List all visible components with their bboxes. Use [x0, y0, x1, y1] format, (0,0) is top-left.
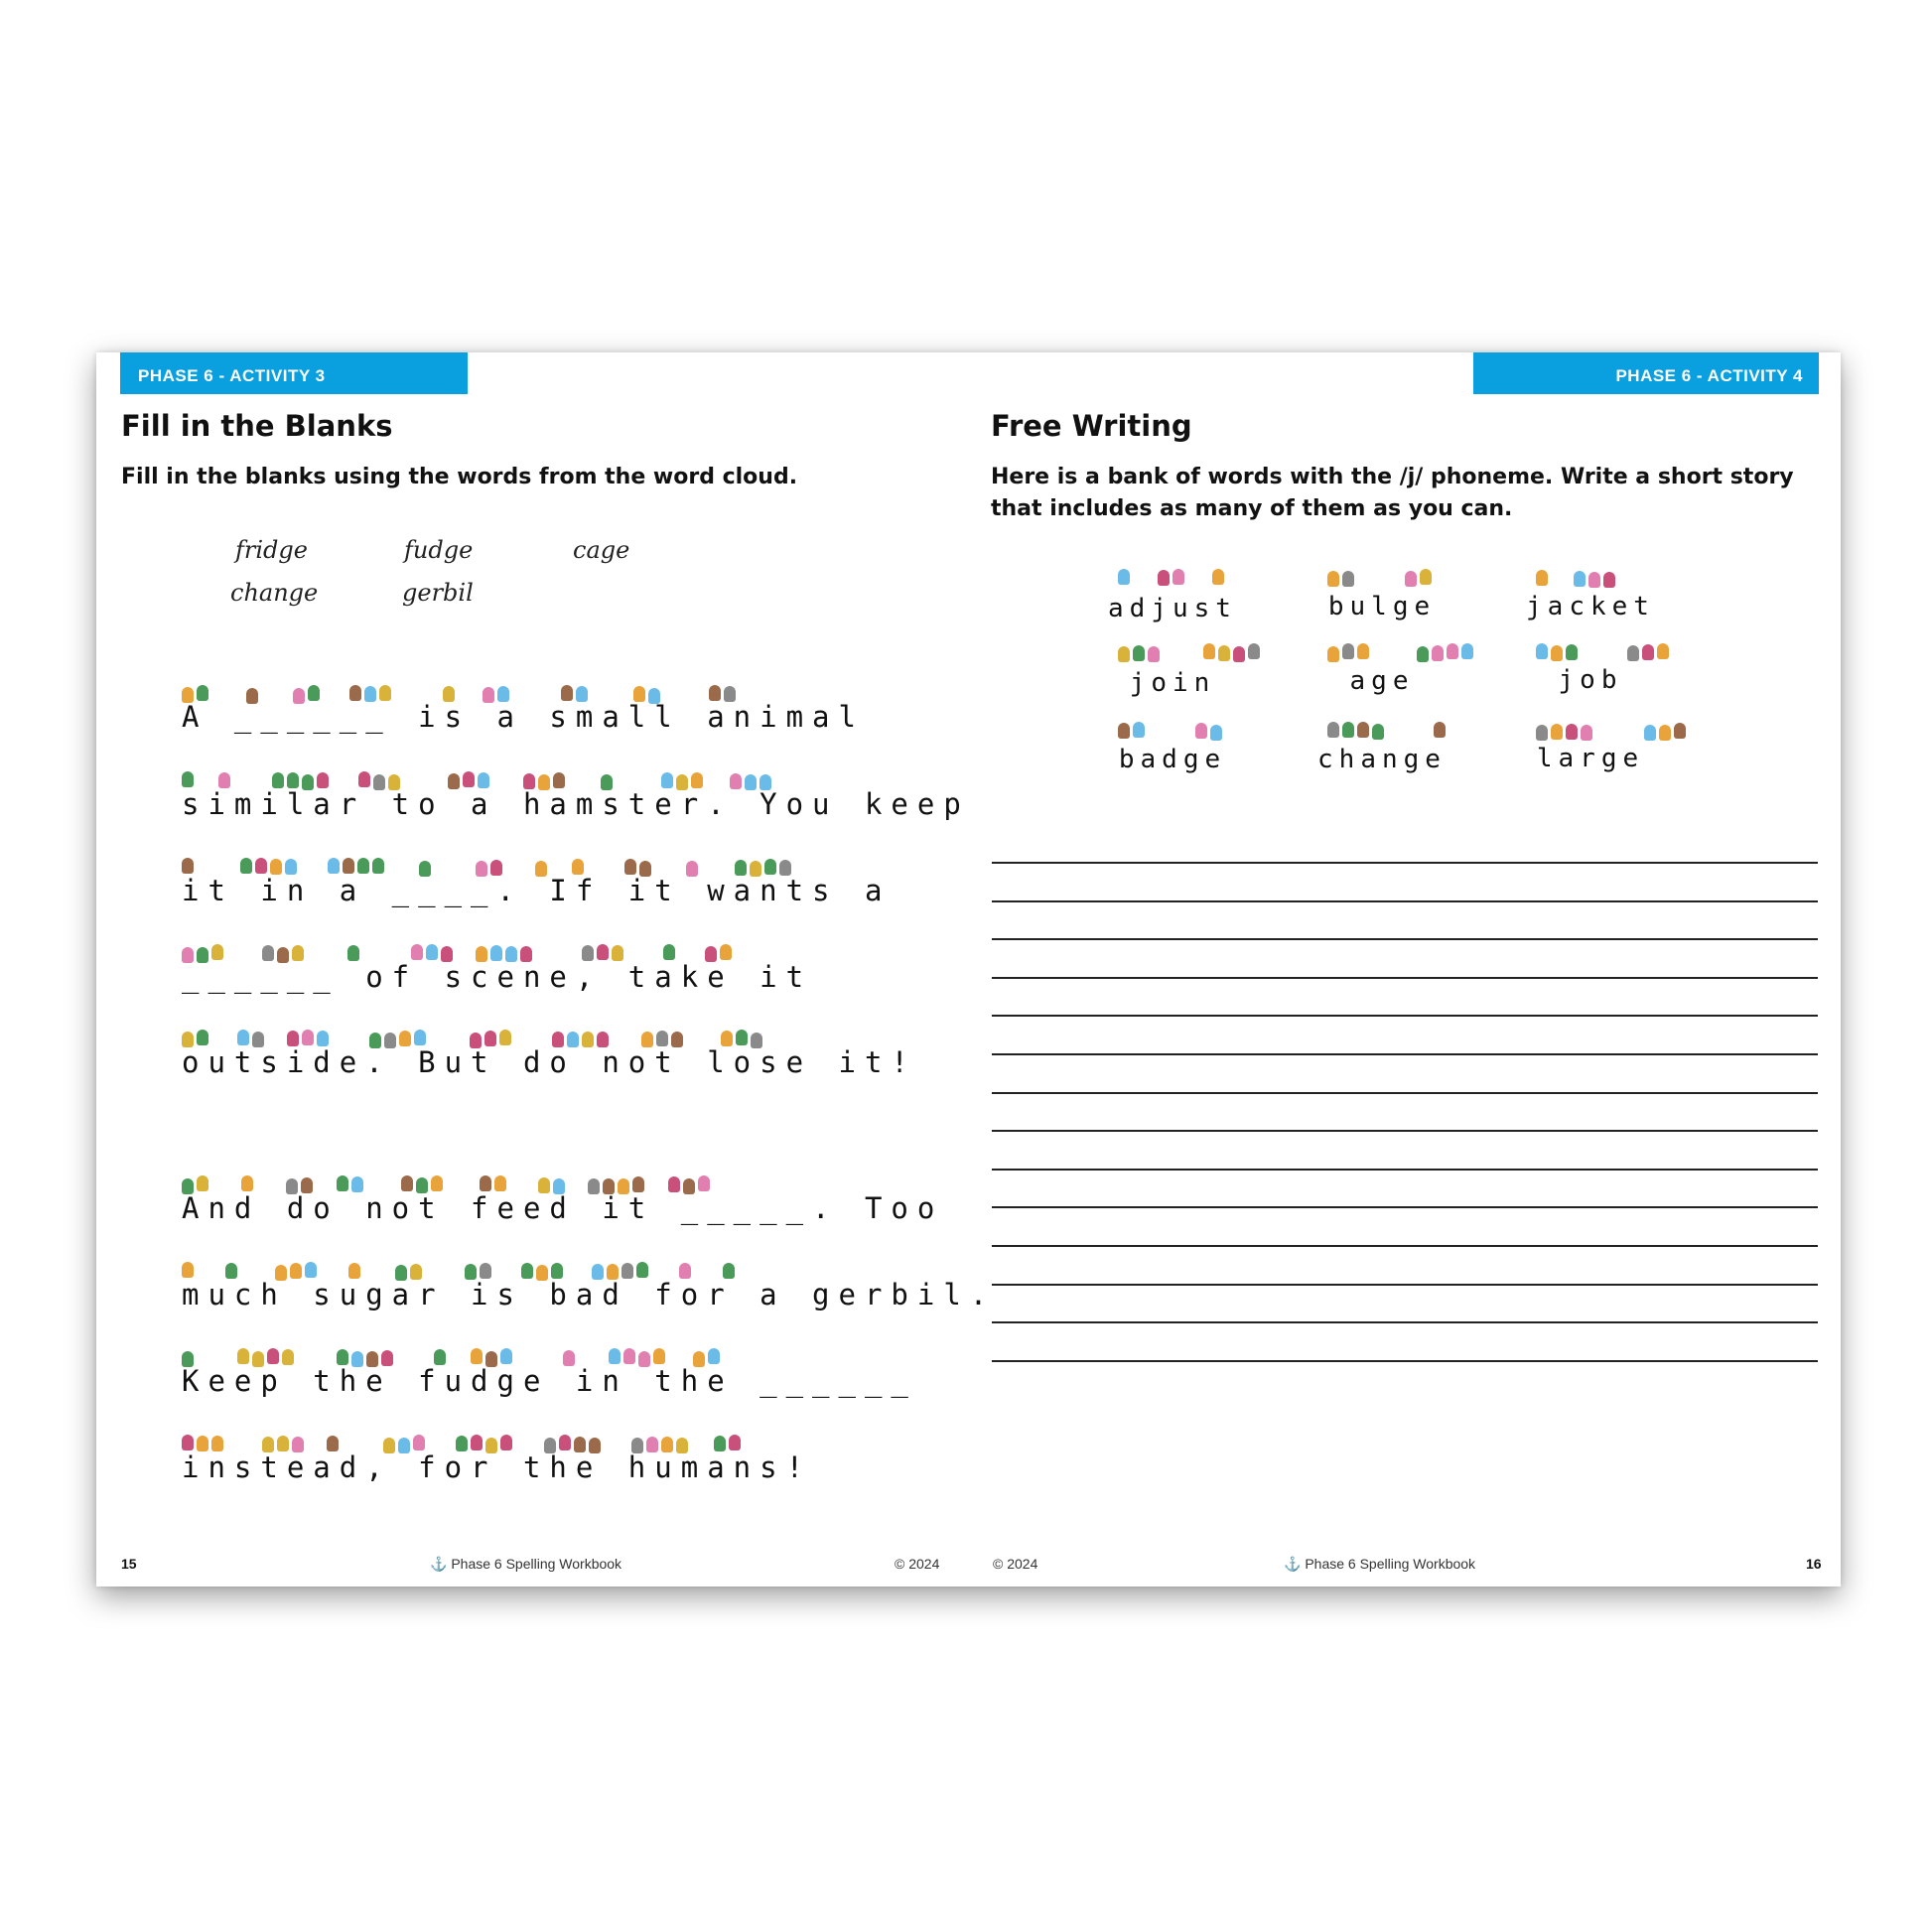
phoneme-symbol-icon	[317, 772, 329, 788]
phoneme-symbol-icon	[632, 1176, 644, 1192]
phoneme-symbol-icon	[1657, 643, 1669, 659]
phoneme-symbol-icon	[582, 945, 594, 961]
phoneme-symbol-icon	[337, 1175, 348, 1191]
phoneme-symbol-icon	[624, 859, 636, 875]
phoneme-symbol-icon	[317, 1031, 329, 1046]
phoneme-symbol-icon	[1118, 569, 1130, 585]
phoneme-symbol-icon	[401, 1175, 413, 1191]
phoneme-symbol-icon	[241, 1175, 253, 1191]
phoneme-symbol-icon	[182, 771, 194, 787]
phoneme-symbol-icon	[1417, 646, 1429, 662]
phoneme-symbol-icon	[411, 944, 423, 960]
writing-line[interactable]	[992, 1092, 1818, 1094]
activity-banner: PHASE 6 - ACTIVITY 3	[120, 352, 468, 394]
workbook-spread	[96, 352, 1841, 1587]
phoneme-symbol-icon	[1566, 644, 1578, 660]
page-number: 16	[1806, 1556, 1822, 1572]
phoneme-symbol-icon	[305, 1262, 317, 1278]
phoneme-symbol-icon	[1536, 643, 1548, 659]
phoneme-symbols	[1083, 643, 1262, 663]
cloud-word: fridge	[235, 536, 308, 564]
phoneme-symbol-icon	[1118, 723, 1130, 739]
phoneme-symbol-icon	[698, 1175, 710, 1191]
writing-line[interactable]	[992, 1321, 1818, 1323]
phoneme-symbol-icon	[290, 1263, 302, 1279]
phoneme-symbol-icon	[287, 1031, 299, 1046]
phoneme-symbol-icon	[1357, 643, 1369, 659]
phoneme-symbol-icon	[1118, 646, 1130, 662]
phoneme-symbol-icon	[1574, 571, 1586, 587]
story-line: instead, for the humans!	[182, 1450, 813, 1484]
phoneme-symbol-icon	[1566, 724, 1578, 740]
bank-word: bulge	[1327, 592, 1437, 621]
footer-workbook	[430, 1556, 621, 1573]
phoneme-symbols	[1083, 569, 1262, 589]
activity-banner: PHASE 6 - ACTIVITY 4	[1473, 352, 1819, 394]
phoneme-symbol-icon	[343, 858, 354, 874]
phoneme-symbol-icon	[337, 1349, 348, 1365]
cloud-word: cage	[573, 536, 630, 564]
phoneme-symbol-icon	[1603, 572, 1615, 588]
phoneme-symbol-icon	[653, 1348, 665, 1364]
bank-word: badge	[1118, 745, 1227, 774]
phoneme-symbol-icon	[709, 685, 721, 701]
phoneme-symbols	[1293, 569, 1471, 589]
phoneme-symbol-icon	[1327, 571, 1339, 587]
phoneme-symbol-icon	[1158, 570, 1170, 586]
cloud-word: change	[230, 579, 319, 607]
phoneme-symbol-icon	[358, 771, 370, 787]
phoneme-symbol-icon	[237, 1348, 249, 1364]
phoneme-symbol-icon	[272, 772, 284, 788]
phoneme-symbol-icon	[349, 685, 361, 701]
phoneme-symbol-icon	[764, 859, 776, 875]
writing-line[interactable]	[992, 862, 1818, 864]
phoneme-symbols	[1293, 722, 1471, 742]
phoneme-symbol-icon	[1218, 645, 1230, 661]
bank-word: large	[1536, 744, 1645, 773]
phoneme-symbol-icon	[729, 1435, 741, 1450]
phoneme-symbol-icon	[721, 1031, 733, 1046]
story-line: ______ of scene, take it	[182, 960, 813, 994]
phoneme-symbol-icon	[414, 1030, 426, 1045]
writing-line[interactable]	[992, 1245, 1818, 1247]
phoneme-symbol-icon	[211, 944, 223, 960]
phoneme-symbol-icon	[1420, 569, 1432, 585]
phoneme-symbols	[1501, 643, 1680, 663]
phoneme-symbol-icon	[292, 945, 304, 961]
phoneme-symbol-icon	[1551, 724, 1563, 740]
phoneme-symbol-icon	[1133, 722, 1145, 738]
phoneme-symbol-icon	[270, 859, 282, 875]
story-line: it in a ____. If it wants a	[182, 874, 892, 907]
phoneme-symbol-icon	[480, 1175, 491, 1191]
instruction-text: Fill in the blanks using the words from the word cloud.	[121, 465, 798, 489]
story-line: Keep the fudge in the ______	[182, 1364, 917, 1398]
phoneme-symbol-icon	[1195, 723, 1207, 739]
phoneme-symbol-icon	[621, 1263, 633, 1279]
phoneme-symbol-icon	[551, 1263, 563, 1279]
phoneme-symbol-icon	[499, 1030, 511, 1045]
phoneme-symbol-icon	[327, 1436, 339, 1451]
phoneme-symbol-icon	[484, 1031, 496, 1046]
writing-line[interactable]	[992, 1206, 1818, 1208]
phoneme-symbol-icon	[225, 1263, 237, 1279]
phoneme-symbol-icon	[1173, 569, 1184, 585]
phoneme-symbol-icon	[277, 1436, 289, 1451]
phoneme-symbol-icon	[1627, 645, 1639, 661]
writing-line[interactable]	[992, 1169, 1818, 1171]
writing-line[interactable]	[992, 1053, 1818, 1055]
phoneme-symbol-icon	[471, 1435, 483, 1450]
phoneme-symbol-icon	[494, 1175, 506, 1191]
phoneme-symbol-icon	[399, 1031, 411, 1046]
phoneme-symbol-icon	[1644, 725, 1656, 741]
story-line: A ______ is a small animal	[182, 700, 865, 734]
phoneme-symbol-icon	[379, 685, 391, 701]
phoneme-symbol-icon	[240, 858, 252, 874]
phoneme-symbol-icon	[237, 1030, 249, 1045]
phoneme-symbol-icon	[663, 944, 675, 960]
phoneme-symbol-icon	[1432, 645, 1444, 661]
phoneme-symbol-icon	[197, 685, 208, 701]
phoneme-symbol-icon	[463, 771, 475, 787]
phoneme-symbol-icon	[1327, 722, 1339, 738]
phoneme-symbol-icon	[1210, 725, 1222, 741]
writing-line[interactable]	[992, 1284, 1818, 1286]
workbook-title: Phase 6 Spelling Workbook	[451, 1556, 622, 1572]
left-page	[96, 352, 997, 1587]
phoneme-symbol-icon	[285, 859, 297, 875]
phoneme-symbol-icon	[561, 685, 573, 701]
phoneme-symbol-icon	[668, 1176, 680, 1192]
workbook-title: Phase 6 Spelling Workbook	[1305, 1556, 1476, 1572]
bank-word: change	[1317, 745, 1447, 774]
phoneme-symbol-icon	[714, 1436, 726, 1451]
phoneme-symbol-icon	[308, 685, 320, 701]
writing-line[interactable]	[992, 938, 1818, 940]
phoneme-symbol-icon	[1233, 646, 1245, 662]
phoneme-symbol-icon	[1203, 643, 1215, 659]
phoneme-symbol-icon	[434, 1349, 446, 1365]
phoneme-symbol-icon	[609, 1348, 621, 1364]
phoneme-symbol-icon	[500, 1348, 512, 1364]
phoneme-symbol-icon	[372, 858, 384, 874]
phoneme-symbol-icon	[456, 1436, 468, 1451]
phoneme-symbol-icon	[197, 1436, 208, 1451]
phoneme-symbol-icon	[1148, 646, 1160, 662]
phoneme-symbol-icon	[612, 945, 623, 961]
phoneme-symbol-icon	[490, 945, 502, 961]
phoneme-symbol-icon	[1342, 643, 1354, 659]
anchor-icon: ⚓	[1284, 1556, 1306, 1572]
phoneme-symbol-icon	[559, 1435, 571, 1450]
page-number: 15	[121, 1556, 137, 1572]
page-title: Free Writing	[991, 409, 1192, 443]
phoneme-symbol-icon	[1342, 722, 1354, 738]
bank-word: job	[1558, 665, 1623, 695]
writing-line[interactable]	[992, 900, 1818, 902]
phoneme-symbol-icon	[1447, 643, 1458, 659]
phoneme-symbol-icon	[1642, 644, 1654, 660]
phoneme-symbol-icon	[197, 1030, 208, 1045]
phoneme-symbol-icon	[1536, 570, 1548, 586]
phoneme-symbol-icon	[1434, 722, 1446, 738]
phoneme-symbol-icon	[553, 772, 565, 788]
phoneme-symbol-icon	[267, 1348, 279, 1364]
phoneme-symbol-icon	[636, 1262, 648, 1278]
phoneme-symbol-icon	[262, 945, 274, 961]
copyright: © 2024	[993, 1556, 1038, 1572]
phoneme-symbol-icon	[426, 944, 438, 960]
bank-word: join	[1129, 668, 1216, 698]
phoneme-symbol-icon	[1659, 725, 1671, 741]
cloud-word: fudge	[404, 536, 474, 564]
footer-workbook	[1284, 1556, 1475, 1573]
anchor-icon: ⚓	[430, 1556, 452, 1572]
phoneme-symbol-icon	[1674, 723, 1686, 739]
phoneme-symbol-icon	[413, 1435, 425, 1450]
phoneme-symbol-icon	[302, 1030, 314, 1045]
story-line: similar to a hamster. You keep	[182, 787, 970, 821]
phoneme-symbol-icon	[431, 1175, 443, 1191]
bank-word: age	[1349, 666, 1415, 696]
phoneme-symbol-icon	[197, 1175, 208, 1191]
story-line: much sugar is bad for a gerbil.	[182, 1278, 997, 1311]
writing-line[interactable]	[992, 977, 1818, 979]
copyright: © 2024	[895, 1556, 940, 1572]
phoneme-symbols	[1501, 569, 1680, 589]
instruction-text: Here is a bank of words with the /j/ phoneme. Write a short story that includes as many of them as you can.	[991, 465, 1794, 521]
phoneme-symbol-icon	[347, 945, 359, 961]
phoneme-symbol-icon	[282, 1349, 294, 1365]
right-page	[968, 352, 1841, 1587]
phoneme-symbol-icon	[351, 1176, 363, 1192]
phoneme-symbol-icon	[736, 1030, 748, 1045]
phoneme-symbol-icon	[478, 772, 489, 788]
phoneme-symbol-icon	[255, 858, 267, 874]
bank-word: adjust	[1108, 594, 1237, 623]
phoneme-symbol-icon	[211, 1436, 223, 1451]
phoneme-symbol-icon	[1372, 724, 1384, 740]
phoneme-symbol-icon	[1588, 572, 1600, 588]
phoneme-symbol-icon	[357, 858, 369, 874]
phoneme-symbol-icon	[679, 1263, 691, 1279]
phoneme-symbol-icon	[572, 859, 584, 875]
phoneme-symbol-icon	[1327, 646, 1339, 662]
phoneme-symbol-icon	[691, 772, 703, 788]
phoneme-symbol-icon	[720, 944, 732, 960]
bank-word: jacket	[1526, 592, 1655, 621]
writing-line[interactable]	[992, 1015, 1818, 1017]
phoneme-symbols	[1501, 722, 1680, 742]
phoneme-symbol-icon	[480, 1263, 491, 1279]
phoneme-symbol-icon	[1581, 725, 1592, 741]
phoneme-symbol-icon	[182, 1262, 194, 1278]
phoneme-symbol-icon	[1248, 643, 1260, 659]
phoneme-symbol-icon	[218, 772, 230, 788]
phoneme-symbols	[1083, 722, 1262, 742]
story-line: outside. But do not lose it!	[182, 1045, 917, 1079]
phoneme-symbols	[1293, 643, 1471, 663]
phoneme-symbol-icon	[597, 944, 609, 960]
phoneme-symbol-icon	[623, 1348, 635, 1364]
phoneme-symbol-icon	[1133, 645, 1145, 661]
phoneme-symbol-icon	[1212, 569, 1224, 585]
phoneme-symbol-icon	[182, 858, 194, 874]
phoneme-symbol-icon	[328, 858, 340, 874]
phoneme-symbol-icon	[661, 772, 673, 788]
phoneme-symbol-icon	[521, 1263, 533, 1279]
cloud-word: gerbil	[402, 579, 474, 607]
phoneme-symbol-icon	[1536, 725, 1548, 741]
phoneme-symbol-icon	[708, 1348, 720, 1364]
phoneme-symbol-icon	[723, 1263, 735, 1279]
phoneme-symbol-icon	[1405, 571, 1417, 587]
writing-line[interactable]	[992, 1130, 1818, 1132]
phoneme-symbol-icon	[656, 1031, 668, 1046]
phoneme-symbol-icon	[1551, 645, 1563, 661]
phoneme-symbol-icon	[1461, 643, 1473, 659]
page-title: Fill in the Blanks	[121, 409, 393, 443]
phoneme-symbol-icon	[287, 772, 299, 788]
story-line: And do not feed it _____. Too	[182, 1191, 944, 1225]
phoneme-symbol-icon	[471, 1348, 483, 1364]
phoneme-symbol-icon	[182, 1435, 194, 1450]
writing-line[interactable]	[992, 1360, 1818, 1362]
phoneme-symbol-icon	[1342, 571, 1354, 587]
phoneme-symbol-icon	[348, 1263, 360, 1279]
phoneme-symbol-icon	[500, 1435, 512, 1450]
phoneme-symbol-icon	[1357, 722, 1369, 738]
